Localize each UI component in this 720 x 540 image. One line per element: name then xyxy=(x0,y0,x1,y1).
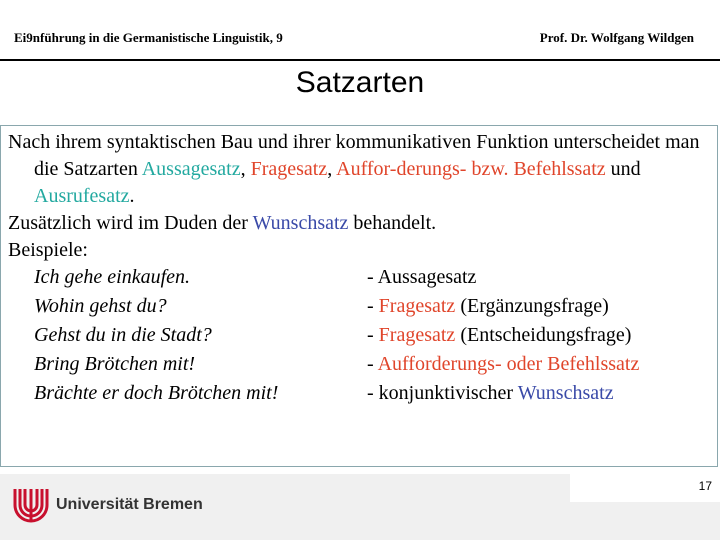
examples-heading: Beispiele: xyxy=(8,239,88,261)
example-row xyxy=(8,351,708,380)
example-sentence: Gehst du in die Stadt? xyxy=(34,324,212,346)
slide-body xyxy=(8,129,708,409)
example-type xyxy=(367,351,639,378)
comma: , xyxy=(240,158,251,180)
dash: - xyxy=(367,266,378,288)
example-type xyxy=(367,293,609,320)
example-row xyxy=(8,322,708,351)
example-type xyxy=(367,322,631,349)
header-author: Prof. Dr. Wolfgang Wildgen xyxy=(539,30,694,45)
term-aufforderungssatz: Auffor-derungs- bzw. Befehlssatz xyxy=(336,158,606,180)
example-type xyxy=(367,264,476,291)
dash: - xyxy=(367,382,379,404)
example-sentence: Brächte er doch Brötchen mit! xyxy=(34,382,279,404)
page-number: 17 xyxy=(698,479,712,493)
universitaet-bremen-logo-icon xyxy=(11,485,51,525)
example-sentence: Wohin gehst du? xyxy=(34,295,167,317)
intro-paragraph xyxy=(8,129,708,210)
slide-title: Satzarten xyxy=(295,66,425,99)
duden-text: Zusätzlich wird im Duden der xyxy=(8,212,253,234)
term-aussagesatz: Aussagesatz xyxy=(141,158,241,180)
period: . xyxy=(129,185,135,207)
type-label: Fragesatz xyxy=(378,324,456,346)
header-course-title: Ei9nführung in die Germanistische Linguistik, 9 xyxy=(14,30,283,45)
header-divider xyxy=(0,59,720,61)
comma: , xyxy=(327,158,337,180)
type-prefix: konjunktivischer xyxy=(378,382,518,404)
duden-paragraph xyxy=(8,210,708,237)
example-row xyxy=(8,380,708,409)
type-note: (Ergänzungsfrage) xyxy=(455,295,609,317)
example-row xyxy=(8,264,708,293)
type-label: Fragesatz xyxy=(378,295,456,317)
example-sentence: Bring Brötchen mit! xyxy=(34,353,196,375)
duden-text-end: behandelt. xyxy=(348,212,437,234)
term-ausrufesatz: Ausrufesatz xyxy=(34,185,130,207)
example-type xyxy=(367,380,614,407)
type-label: Aussagesatz xyxy=(377,266,477,288)
page-number-box xyxy=(570,468,720,502)
type-label: Wunschsatz xyxy=(517,382,614,404)
type-note: (Entscheidungsfrage) xyxy=(455,324,632,346)
term-fragesatz: Fragesatz xyxy=(250,158,328,180)
term-wunschsatz: Wunschsatz xyxy=(252,212,349,234)
dash: - xyxy=(367,324,379,346)
dash: - xyxy=(367,353,378,375)
intro-text: Nach ihrem syntaktischen Bau und ihrer kommunikativen Funktion unterscheidet man die Satzarten xyxy=(8,131,700,180)
conjunction: und xyxy=(605,158,641,180)
dash: - xyxy=(367,295,379,317)
university-name: Universität Bremen xyxy=(56,496,203,513)
example-row xyxy=(8,293,708,322)
type-label: Aufforderungs- oder Befehlssatz xyxy=(377,353,640,375)
example-sentence: Ich gehe einkaufen. xyxy=(34,266,191,288)
